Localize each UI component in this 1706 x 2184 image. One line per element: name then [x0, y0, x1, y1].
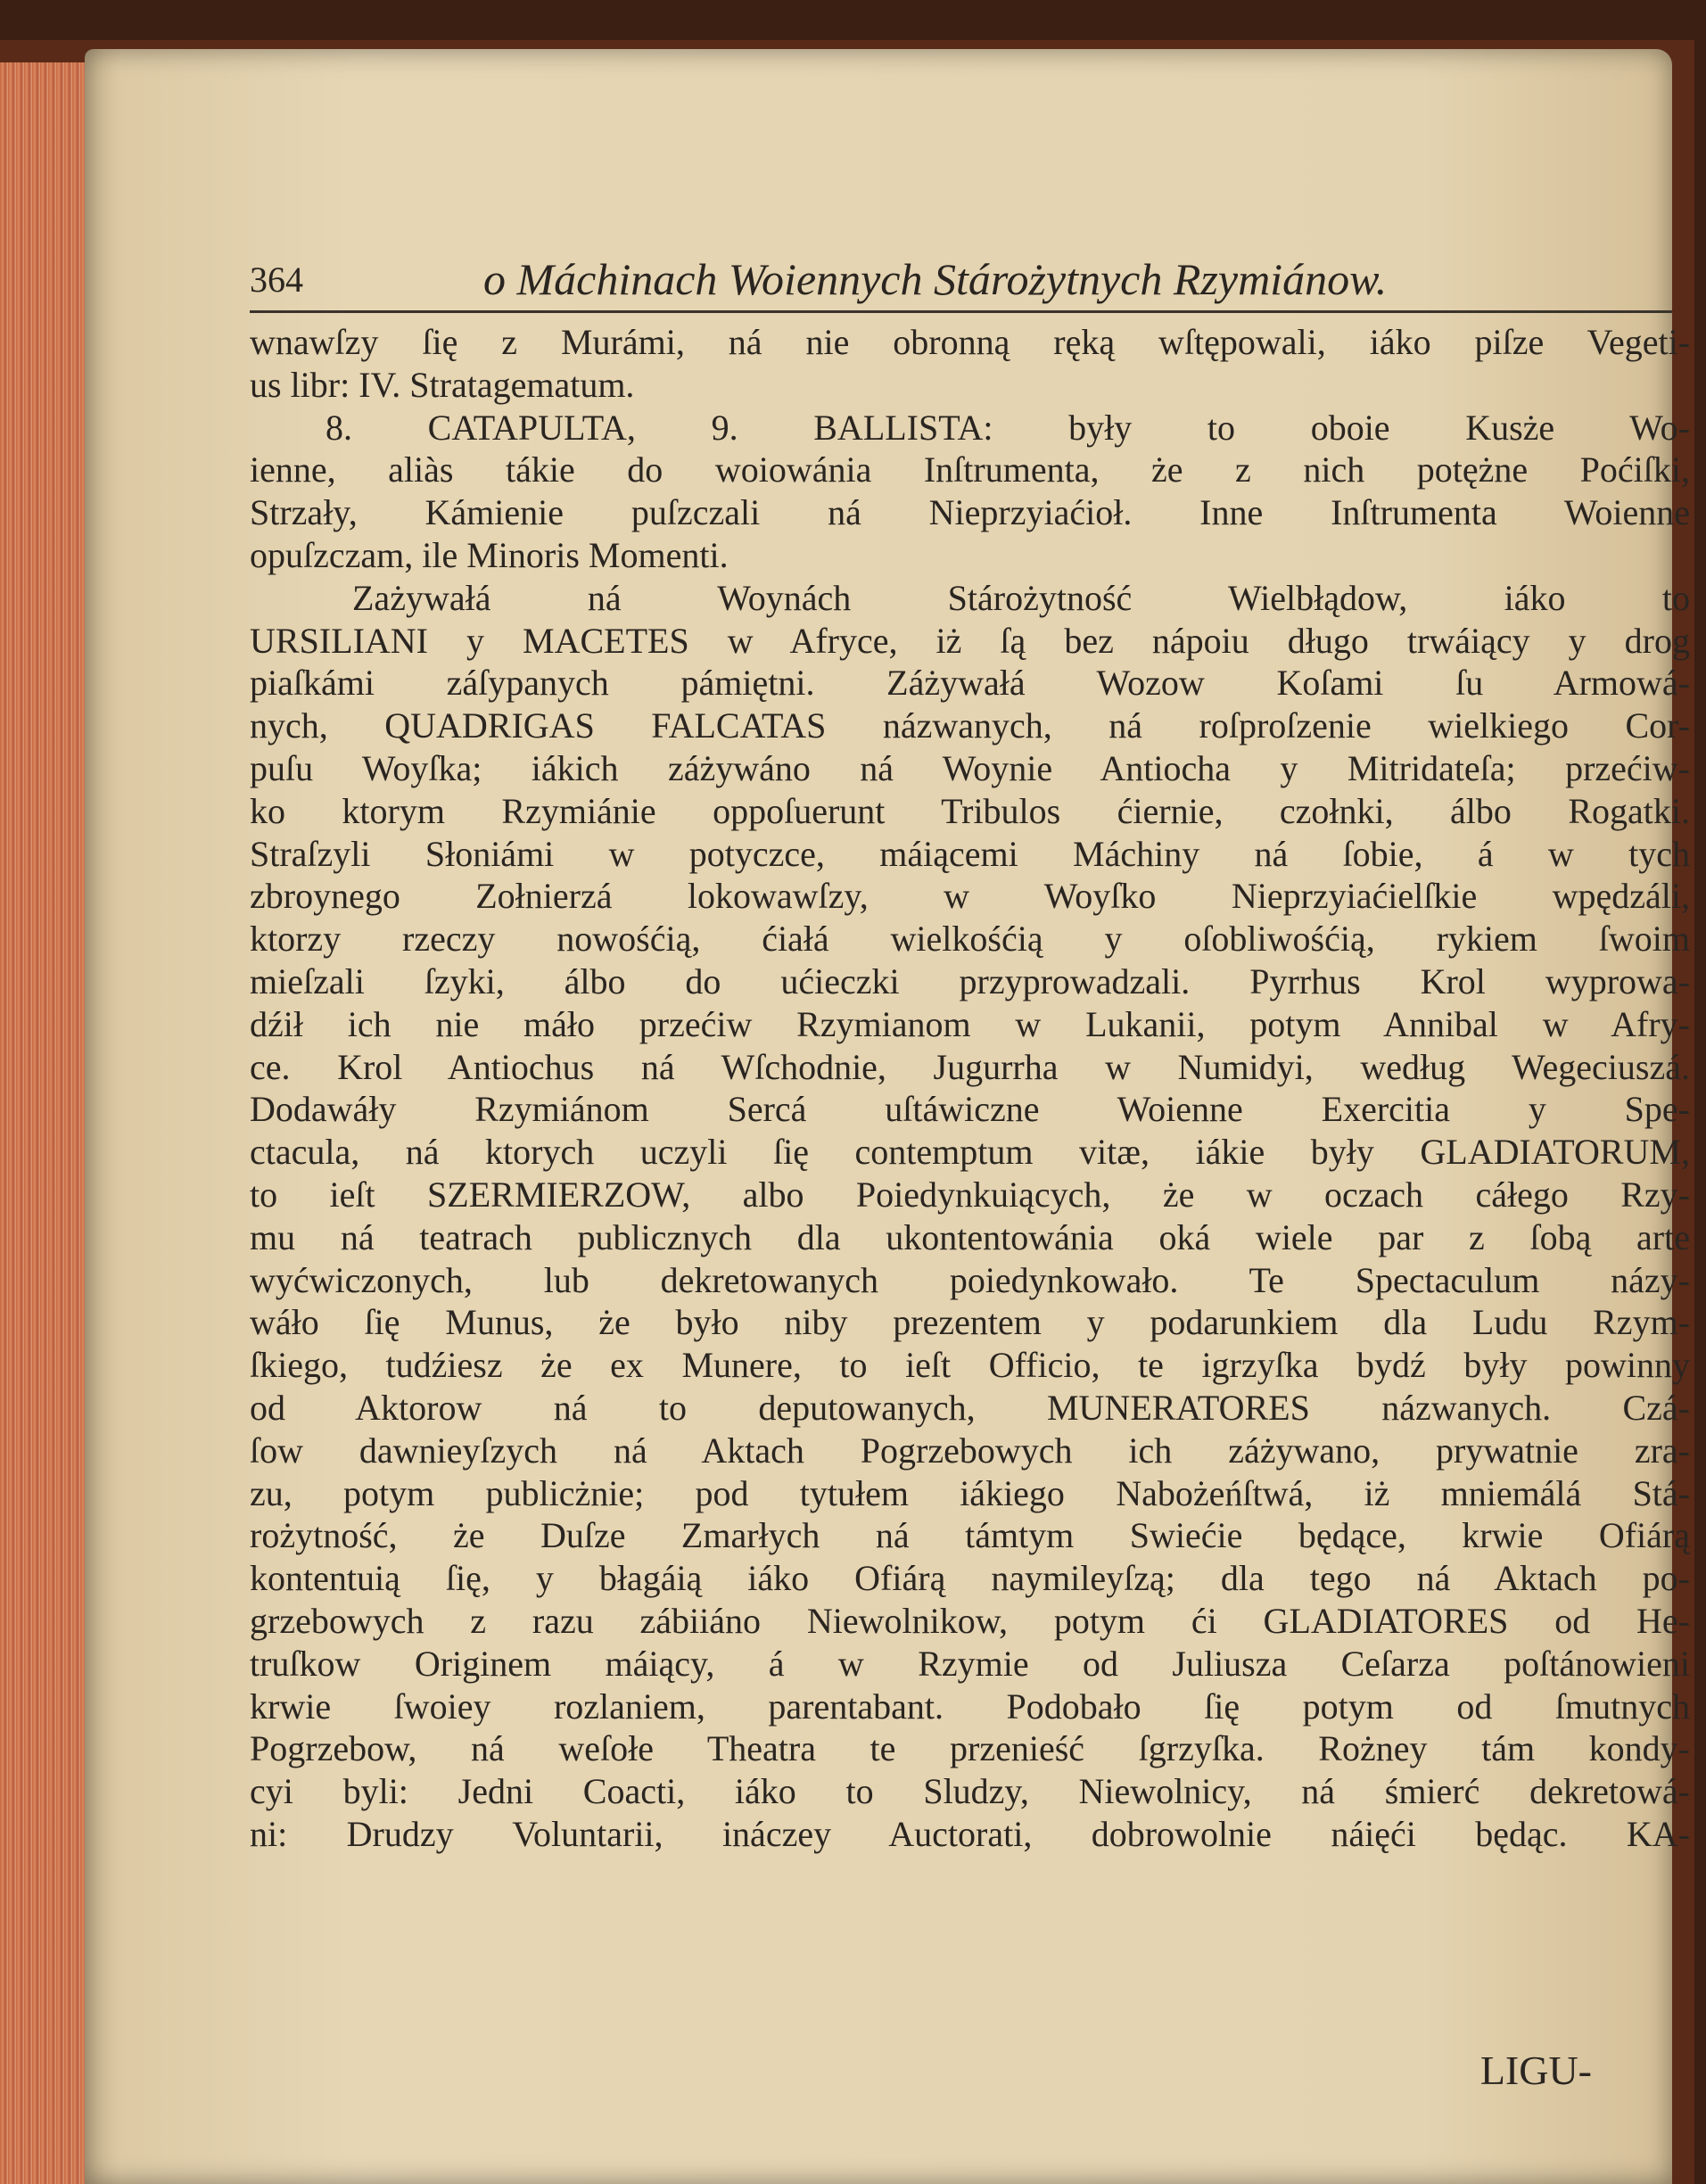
text-line: Pogrzebow, ná weſołe Theatra te przenieść ſgrzyſka. Rożney tám kondy-: [250, 1728, 1690, 1769]
page-number: 364: [250, 260, 303, 300]
text-line: mu ná teatrach publicznych dla ukontentowánia oká wiele par z ſobą arte: [250, 1216, 1690, 1257]
text-line: opuſzczam, ile Minoris Momenti.: [250, 534, 729, 575]
text-line: krwie ſwoiey rozlaniem, parentabant. Podobało ſię potym od ſmutnych: [250, 1685, 1690, 1727]
text-line: nych, QUADRIGAS FALCATAS názwanych, ná roſproſzenie wielkiego Cor-: [250, 705, 1690, 746]
text-line: ſkiego, tudźiesz że ex Munere, to ieſt Officio, te igrzyſka bydź były powinny: [250, 1345, 1690, 1386]
text-line: Dodawáły Rzymiánom Sercá uſtáwiczne Woienne Exercitia y Spe-: [250, 1089, 1690, 1130]
header-rule: [250, 310, 1672, 313]
text-line: puſu Woyſka; iákich záżywáno ná Woynie Antiocha y Mitridateſa; przećiw-: [250, 747, 1690, 788]
text-line: truſkow Originem máiący, á w Rzymie od Juliusza Ceſarza poſtánowieni: [250, 1643, 1690, 1684]
text-line: od Aktorow ná to deputowanych, MUNERATORES názwanych. Czá-: [250, 1387, 1690, 1428]
text-line: URSILIANI y MACETES w Afryce, iż ſą bez nápoiu długo trwáiący y drog: [250, 620, 1690, 661]
text-line: mieſzali ſzyki, álbo do ućieczki przyprowadzali. Pyrrhus Krol wyprowa-: [250, 960, 1690, 1001]
text-line: ſow dawnieyſzych ná Aktach Pogrzebowych ich záżywano, prywatnie zra-: [250, 1430, 1690, 1471]
text-line: dźił ich nie máło przećiw Rzymianom w Lukanii, potym Annibal w Afry-: [250, 1003, 1690, 1044]
text-line: ko ktorym Rzymiánie oppoſuerunt Tribulos ćiernie, czołnki, álbo Rogatki.: [250, 790, 1690, 831]
text-line: ce. Krol Antiochus ná Wſchodnie, Jugurrha w Numidyi, według Wegeciuszá.: [250, 1046, 1690, 1087]
page-header: [250, 250, 1690, 321]
text-line: kontentuią ſię, y błagáią iáko Ofiárą naymileyſzą; dla tego ná Aktach po-: [250, 1558, 1690, 1599]
page-edges: [0, 62, 98, 2184]
text-block: [250, 250, 1690, 1856]
text-line: wyćwiczonych, lub dekretowanych poiedynkowało. Te Spectaculum názy-: [250, 1259, 1690, 1300]
text-line: zbroynego Zołnierzá lokowawſzy, w Woyſko Nieprzyiaćielſkie wpędzáli,: [250, 876, 1690, 917]
text-line: ni: Drudzy Voluntarii, ináczey Auctorati, dobrowolnie náięći będąc. KA-: [250, 1813, 1690, 1854]
text-line: Zażywałá ná Woynách Stárożytność Wielbłądow, iáko to: [352, 577, 1690, 618]
text-line: ktorzy rzeczy nowośćią, ćiałá wielkośćią y oſobliwośćią, rykiem ſwoim: [250, 919, 1690, 960]
text-line: Strzały, Kámienie puſzczali ná Nieprzyiaćioł. Inne Inſtrumenta Woienne: [250, 492, 1690, 533]
text-line: 8. CATAPULTA, 9. BALLISTA: były to oboie Kusże Wo-: [326, 407, 1690, 448]
text-line: rożytność, że Duſze Zmarłych ná támtym Swiećie będące, krwie Ofiárą: [250, 1515, 1690, 1556]
text-line: Straſzyli Słoniámi w potyczce, máiącemi Máchiny ná ſobie, á w tych: [250, 833, 1690, 874]
text-line: wnawſzy ſię z Murámi, ná nie obronną ręką wſtępowali, iáko piſze Vegeti-: [250, 322, 1690, 362]
text-line: ctacula, ná ktorych uczyli ſię contemptum vitæ, iákie były GLADIATORUM,: [250, 1132, 1690, 1173]
text-line: to ieſt SZERMIERZOW, albo Poiedynkuiących, że w oczach cáłego Rzy-: [250, 1174, 1690, 1215]
text-line: us libr: IV. Stratagematum.: [250, 364, 635, 405]
running-head: o Máchinach Woiennych Stárożytnych Rzymiánow.: [483, 254, 1388, 304]
text-line: grzebowych z razu zábiiáno Niewolnikow, potym ći GLADIATORES od He-: [250, 1600, 1690, 1641]
text-line: wáło ſię Munus, że było niby prezentem y podarunkiem dla Ludu Rzym-: [250, 1302, 1690, 1343]
book-page: [85, 49, 1690, 2184]
text-line: cyi byli: Jedni Coacti, iáko to Sludzy, Niewolnicy, ná śmierć dekretowá-: [250, 1771, 1690, 1812]
text-line: piaſkámi záſypanych pámiętni. Záżywałá Wozow Koſami ſu Armowá-: [250, 663, 1690, 704]
text-line: ienne, aliàs tákie do woiowánia Inſtrumenta, że z nich potężne Poćiſki,: [250, 449, 1690, 490]
catchword: LIGU-: [1479, 2048, 1592, 2093]
text-line: zu, potym publicżnie; pod tytułem iákiego Nabożeńſtwá, iż mniemálá Stá-: [250, 1472, 1690, 1513]
